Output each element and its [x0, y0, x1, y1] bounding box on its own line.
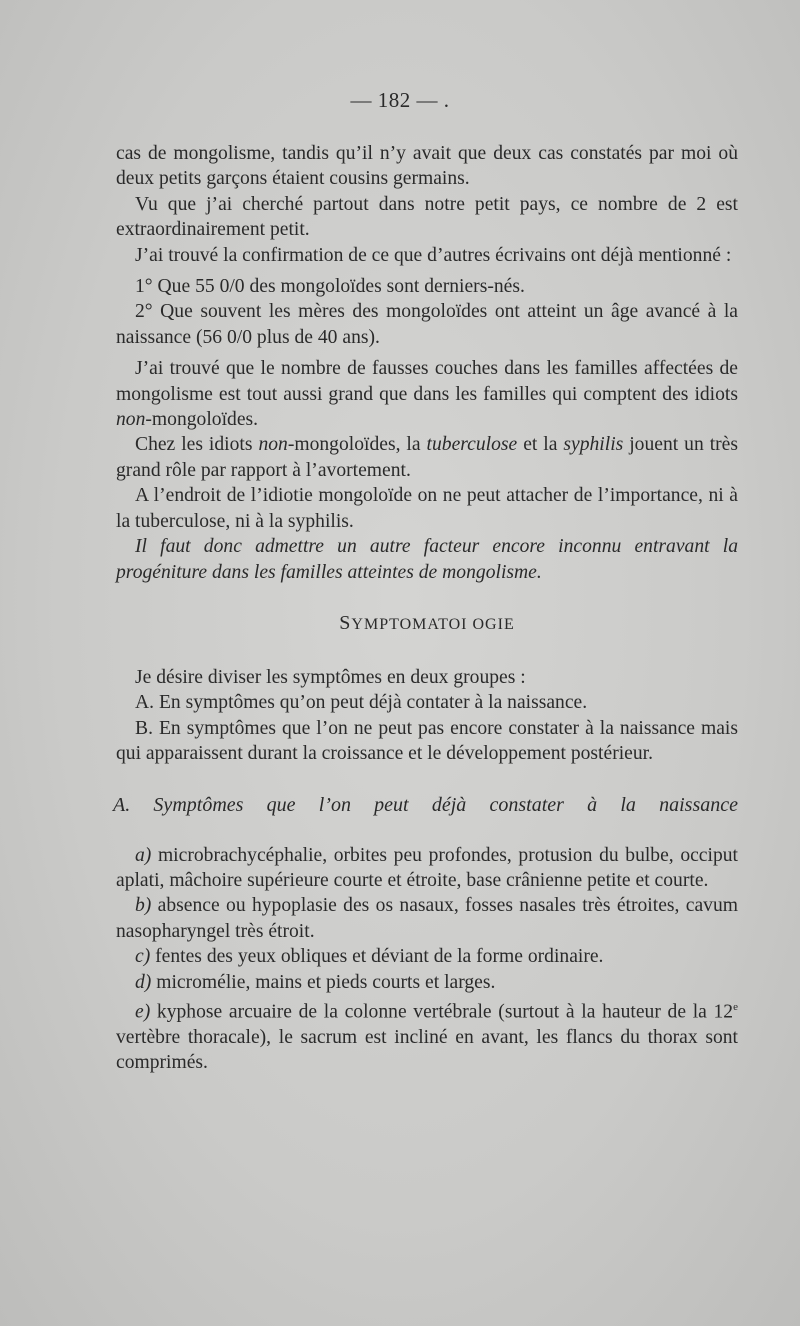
page-body — [113, 141, 738, 1076]
superscript: e — [733, 1000, 738, 1013]
item-text: kyphose arcuaire de la colonne vertébrale (surtout à la hauteur de la 12 — [150, 1001, 734, 1023]
paragraph-group-a: A. En symptômes qu’on peut déjà contater à la naissance. — [135, 692, 588, 714]
text-span: J’ai trouvé que le nombre de fausses couches dans les familles affectées de mongolisme est tout aussi grand que dans les familles qui comptent des idiots — [116, 358, 738, 405]
item-b — [116, 893, 738, 944]
paragraph-point-1: 1° Que 55 0/0 des mongoloïdes sont derniers-nés. — [135, 276, 525, 298]
item-label: a) — [135, 844, 152, 866]
text-span: jouent un très grand rôle par rapport à l’avortement. — [116, 434, 738, 481]
item-a — [116, 843, 738, 894]
item-e — [116, 995, 738, 1076]
page-number: — 182 — . — [350, 88, 450, 112]
emphasis: non — [116, 409, 146, 431]
item-text: microbrachycéphalie, orbites peu profondes, protusion du bulbe, occiput aplati, mâchoire supérieure courte et étroite, base crânienne petite et courte. — [116, 844, 738, 891]
subsection-heading: A. Symptômes que l’on peut déjà constater à la naissance — [113, 793, 738, 816]
paragraph-confirmation: J’ai trouvé la confirmation de ce que d’autres écrivains ont déjà mentionné : — [135, 244, 732, 266]
heading-rest: YMPTOMATOI OGIE — [351, 615, 515, 633]
item-d — [116, 970, 738, 995]
item-text: absence ou hypoplasie des os nasaux, fosses nasales très étroites, cavum nasopharyngel très étroit. — [116, 895, 738, 942]
text-span: -mongoloïdes, la — [287, 434, 427, 456]
paragraph-cousins: cas de mongolisme, tandis qu’il n’y avait que deux cas constatés par moi où deux petits garçons étaient cousins germains. — [116, 143, 738, 190]
item-text: micromélie, mains et pieds courts et larges. — [151, 971, 496, 993]
emphasis: tuberculose — [426, 434, 518, 456]
item-text: fentes des yeux obliques et déviant de la forme ordinaire. — [150, 946, 604, 968]
text-span: Chez les idiots — [135, 434, 259, 456]
paragraph-idiots — [116, 432, 738, 483]
paragraph-mongoloid-idiocy: A l’endroit de l’idiotie mongoloïde on ne peut attacher de l’importance, ni à la tuberculose, ni à la syphilis. — [116, 485, 738, 532]
paragraph-group-b: B. En symptômes que l’on ne peut pas encore constater à la naissance mais qui apparaissent durant la croissance et le développement postérieur. — [116, 717, 738, 765]
paragraph-unknown-factor — [116, 534, 738, 585]
emphasis: syphilis — [563, 434, 624, 456]
paragraph-small-country: Vu que j’ai cherché partout dans notre petit pays, ce nombre de 2 est extraordinairement petit. — [116, 193, 738, 241]
item-label: d) — [135, 971, 152, 993]
emphasis: non — [258, 434, 288, 456]
text-span: et la — [517, 434, 564, 456]
text-span: -mongoloïdes. — [145, 409, 259, 431]
item-text: vertèbre thoracale), le sacrum est incliné en avant, les flancs du thorax sont comprimés. — [116, 1026, 738, 1074]
item-c — [116, 944, 738, 969]
section-heading — [116, 612, 738, 635]
heading-capital: S — [339, 611, 352, 634]
paragraph-point-2: 2° Que souvent les mères des mongoloïdes ont atteint un âge avancé à la naissance (56 0/0 plus de 40 ans). — [116, 301, 738, 348]
paragraph-groups: Je désire diviser les symptômes en deux groupes : — [135, 666, 526, 688]
item-label: c) — [135, 946, 151, 968]
emphasis: Il faut donc admettre un autre facteur encore inconnu entravant la progéniture dans les familles atteintes de mongolisme. — [116, 536, 738, 583]
paragraph-miscarriages — [116, 356, 738, 432]
item-label: b) — [135, 895, 152, 917]
item-label: e) — [135, 1001, 151, 1023]
